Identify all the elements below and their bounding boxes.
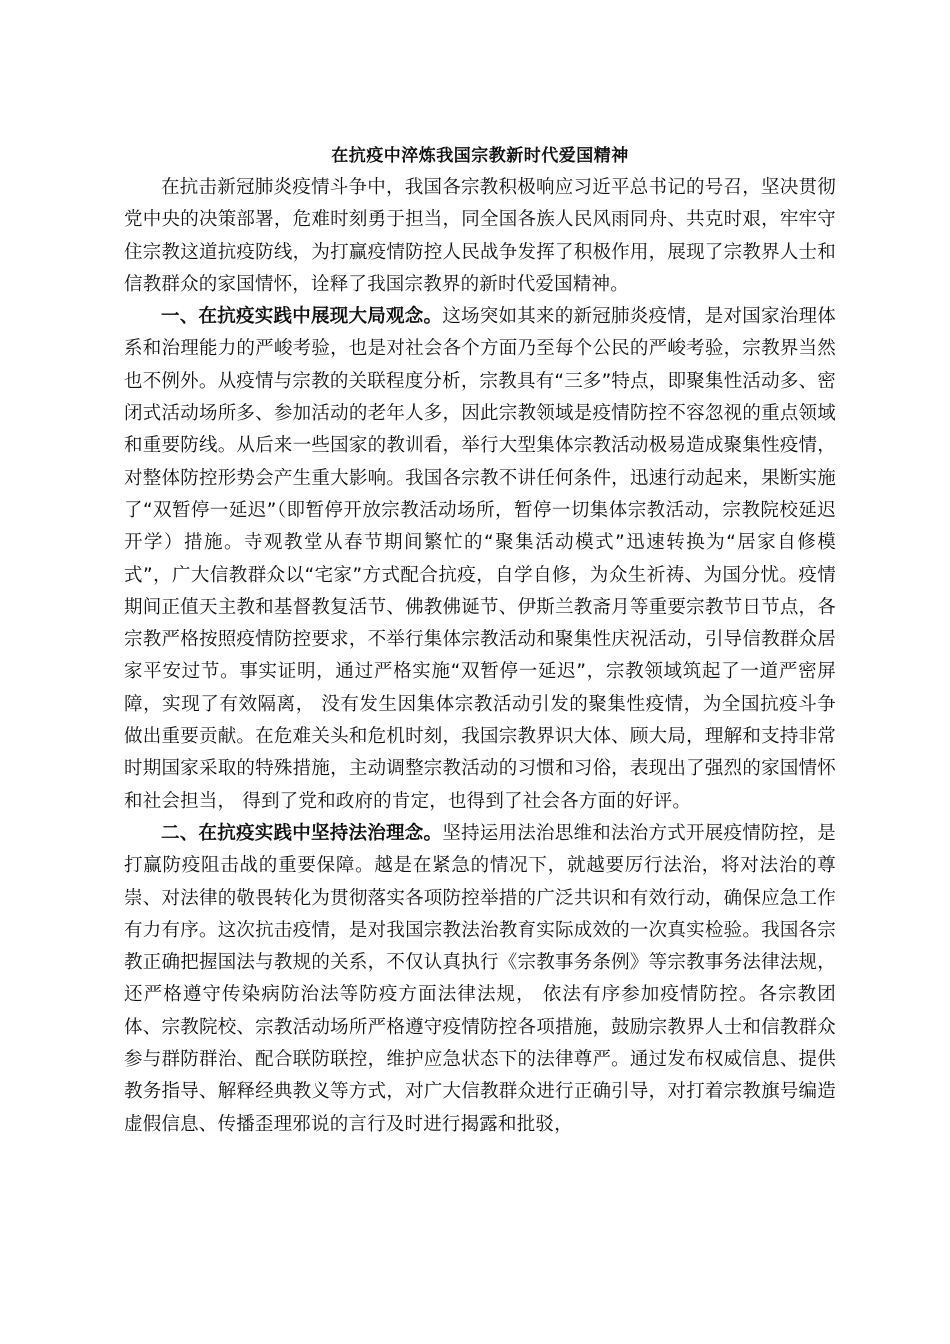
- paragraph-section-2: [124, 818, 836, 1141]
- document-title: 在抗疫中淬炼我国宗教新时代爱国精神: [331, 146, 629, 166]
- section-heading: 一、在抗疫实践中展现大局观念。: [161, 306, 443, 328]
- paragraph-intro: [124, 172, 836, 301]
- section-heading: 二、在抗疫实践中坚持法治理念。: [161, 822, 443, 844]
- paragraph-section-1: [124, 301, 836, 818]
- document-body: [124, 140, 836, 1141]
- paragraph-text: 这场突如其来的新冠肺炎疫情，是对国家治理体系和治理能力的严峻考验，也是对社会各个方面乃至每个公民的严峻考验，宗教界当然也不例外。从疫情与宗教的关联程度分析，宗教具有“三多”特点，即聚集性活动多、密闭式活动场所多、参加活动的老年人多，因此宗教领域是疫情防控不容忽视的重点领域和重要防线。从后来一些国家的教训看，举行大型集体宗教活动极易造成聚集性疫情，对整体防控形势会产生重大影响。我国各宗教不讲任何条件，迅速行动起来，果断实施了“双暂停一延迟”（即暂停开放宗教活动场所，暂停一切集体宗教活动，宗教院校延迟开学）措施。寺观教堂从春节期间繁忙的“聚集活动模式”迅速转换为“居家自修模式”，广大信教群众以“宅家”方式配合抗疫，自学自修，为众生祈祷、为国分忧。疫情期间正值天主教和基督教复活节、佛教佛诞节、伊斯兰教斋月等重要宗教节日节点，各宗教严格按照疫情防控要求，不举行集体宗教活动和聚集性庆祝活动，引导信教群众居家平安过节。事实证明，通过严格实施“双暂停一延迟”，宗教领域筑起了一道严密屏障，实现了有效隔离， 没有发生因集体宗教活动引发的聚集性疫情，为全国抗疫斗争做出重要贡献。在危难关头和危机时刻，我国宗教界识大体、顾大局，理解和支持非常时期国家采取的特殊措施，主动调整宗教活动的习惯和习俗，表现出了强烈的家国情怀和社会担当， 得到了党和政府的肯定，也得到了社会各方面的好评。: [124, 306, 836, 812]
- paragraph-text: 在抗击新冠肺炎疫情斗争中，我国各宗教积极响应习近平总书记的号召，坚决贯彻党中央的决策部署，危难时刻勇于担当，同全国各族人民风雨同舟、共克时艰，牢牢守住宗教这道抗疫防线，为打赢疫情防控人民战争发挥了积极作用，展现了宗教界人士和信教群众的家国情怀，诠释了我国宗教界的新时代爱国精神。: [124, 177, 836, 295]
- paragraph-text: 坚持运用法治思维和法治方式开展疫情防控，是打赢防疫阻击战的重要保障。越是在紧急的情况下，就越要厉行法治，将对法治的尊崇、对法律的敬畏转化为贯彻落实各项防控举措的广泛共识和有效行动，确保应急工作有力有序。这次抗击疫情，是对我国宗教法治教育实际成效的一次真实检验。我国各宗教正确把握国法与教规的关系，不仅认真执行《宗教事务条例》等宗教事务法律法规，还严格遵守传染病防治法等防疫方面法律法规， 依法有序参加疫情防控。各宗教团体、宗教院校、宗教活动场所严格遵守疫情防控各项措施，鼓励宗教界人士和信教群众参与群防群治、配合联防联控，维护应急状态下的法律尊严。通过发布权威信息、提供教务指导、解释经典教义等方式，对广大信教群众进行正确引导，对打着宗教旗号编造虚假信息、传播歪理邪说的言行及时进行揭露和批驳，: [124, 822, 836, 1135]
